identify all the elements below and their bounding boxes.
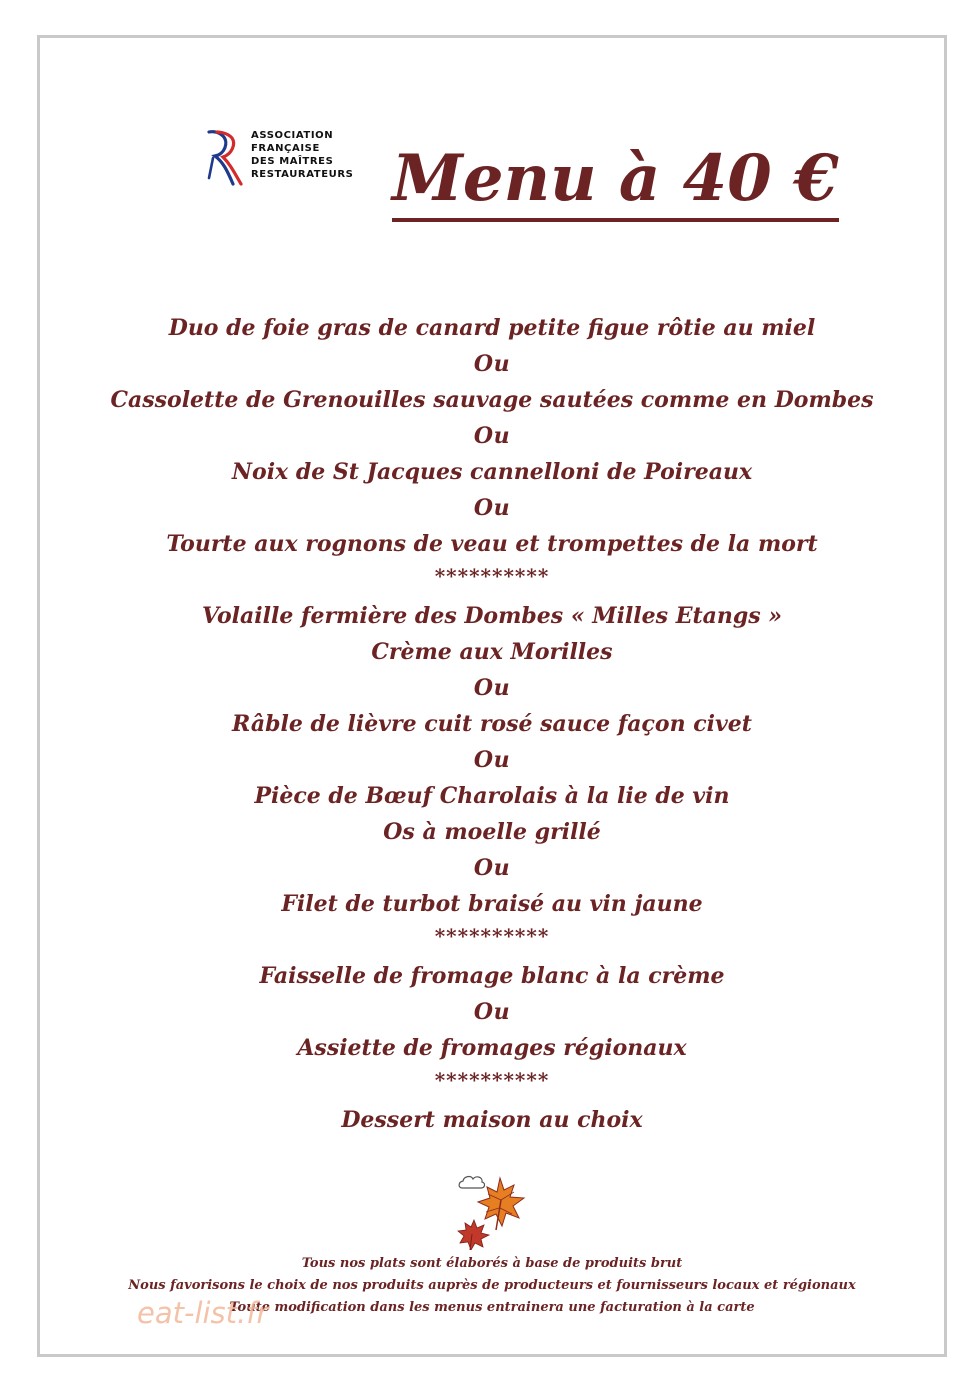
logo-line: FRANÇAISE (251, 143, 320, 154)
menu-or: Ou (473, 423, 511, 449)
watermark: eat-list.fr (137, 1296, 269, 1330)
menu-list (40, 310, 944, 1138)
association-logo (203, 128, 383, 190)
logo-line: RESTAURATEURS (251, 169, 354, 180)
menu-or: Ou (473, 351, 511, 377)
menu-or: Ou (473, 999, 511, 1025)
menu-dish: Pièce de Bœuf Charolais à la lie de vin (254, 783, 730, 809)
menu-dish: Assiette de fromages régionaux (297, 1035, 687, 1061)
association-name (251, 129, 353, 181)
menu-dish: Os à moelle grillé (383, 819, 601, 845)
menu-or: Ou (473, 495, 511, 521)
menu-separator: ********** (434, 1068, 550, 1092)
menu-dish: Volaille fermière des Dombes « Milles Etangs » (201, 603, 783, 629)
r-monogram-icon (203, 128, 247, 190)
menu-dish: Duo de foie gras de canard petite figue rôtie au miel (168, 315, 816, 341)
autumn-leaves-icon (456, 1170, 530, 1250)
menu-or: Ou (473, 675, 511, 701)
footer-line: Toute modification dans les menus entrainera une facturation à la carte (229, 1300, 755, 1315)
footer-line: Tous nos plats sont élaborés à base de produits brut (301, 1256, 683, 1271)
menu-separator: ********** (434, 564, 550, 588)
menu-title-text: Menu à 40 € (392, 141, 839, 222)
menu-dish: Filet de turbot braisé au vin jaune (281, 891, 703, 917)
menu-dish: Crème aux Morilles (371, 639, 613, 665)
logo-line: ASSOCIATION (251, 130, 334, 141)
menu-title (392, 137, 839, 221)
menu-or: Ou (473, 855, 511, 881)
menu-dish: Noix de St Jacques cannelloni de Poireaux (231, 459, 753, 485)
menu-dish: Dessert maison au choix (341, 1107, 643, 1133)
menu-dish: Râble de lièvre cuit rosé sauce façon civet (232, 711, 752, 737)
footer-line: Nous favorisons le choix de nos produits auprès de producteurs et fournisseurs locaux et régionaux (128, 1278, 856, 1293)
menu-dish: Faisselle de fromage blanc à la crème (259, 963, 725, 989)
menu-or: Ou (473, 747, 511, 773)
logo-line: DES MAÎTRES (251, 156, 334, 167)
menu-dish: Tourte aux rognons de veau et trompettes de la mort (166, 531, 818, 557)
menu-separator: ********** (434, 924, 550, 948)
menu-dish: Cassolette de Grenouilles sauvage sautées comme en Dombes (110, 387, 874, 413)
